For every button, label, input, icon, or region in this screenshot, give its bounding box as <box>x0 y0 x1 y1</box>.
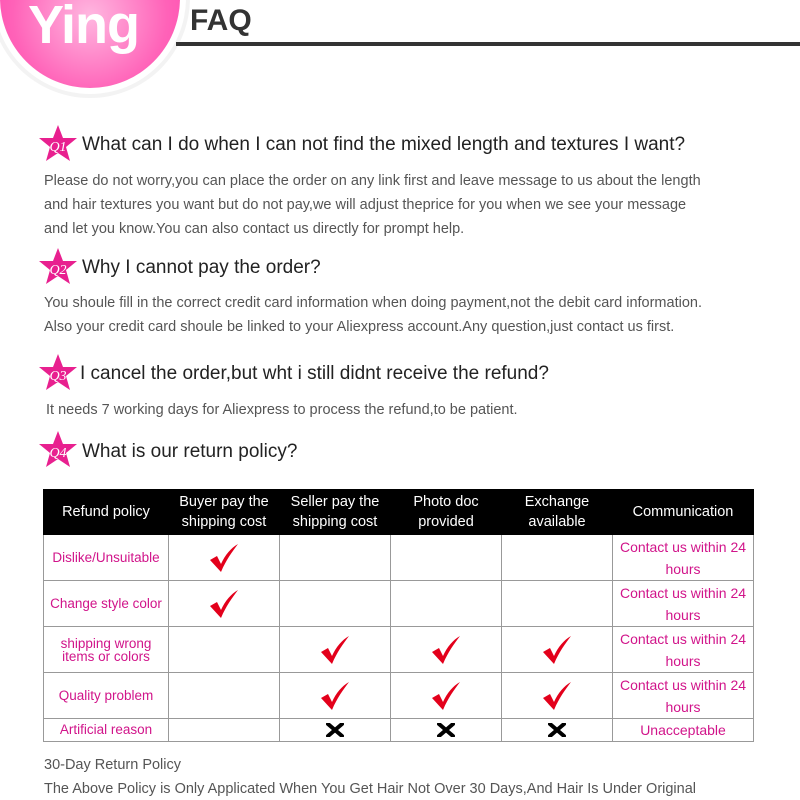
communication-cell <box>613 535 754 581</box>
communication-text: hours <box>665 652 701 669</box>
q3-answer-line: It needs 7 working days for Aliexpress to process the refund,to be patient. <box>46 402 518 418</box>
communication-text: Contact us within 24 <box>619 630 747 647</box>
empty-cell <box>391 581 502 627</box>
check-icon <box>208 543 240 573</box>
q1-answer-line: and hair textures you want but do not pay,we will adjust theprice for you when we see your message <box>44 197 687 213</box>
refund-reason-cell <box>44 627 169 673</box>
q3-badge-label: Q3 <box>49 369 67 384</box>
refund-reason-cell <box>44 535 169 581</box>
communication-text: hours <box>665 698 701 715</box>
check-cell <box>502 673 613 719</box>
q2-badge-label: Q2 <box>49 263 67 278</box>
check-cell <box>391 627 502 673</box>
empty-cell <box>502 581 613 627</box>
q1-answer-line: and let you know.You can also contact us directly for prompt help. <box>44 221 465 237</box>
check-icon <box>319 681 351 711</box>
q2-question: Why I cannot pay the order? <box>82 257 321 278</box>
q1-answer-line: Please do not worry,you can place the order on any link first and leave message to us about the length <box>44 173 701 189</box>
check-cell <box>502 627 613 673</box>
refund-reason-text: shipping wrong <box>60 635 152 651</box>
x-cell <box>391 719 502 742</box>
q3-star-badge-icon <box>38 353 78 393</box>
header-seller-pay: Seller pay the shipping cost <box>280 490 391 535</box>
check-cell <box>169 581 280 627</box>
q3-question: I cancel the order,but wht i still didnt receive the refund? <box>80 363 549 384</box>
check-icon <box>319 635 351 665</box>
check-cell <box>280 673 391 719</box>
table-row <box>44 627 754 673</box>
q1-question: What can I do when I can not find the mixed length and textures I want? <box>82 134 686 155</box>
header-communication: Communication <box>613 490 754 535</box>
communication-text: Contact us within 24 <box>619 584 747 601</box>
check-cell <box>169 535 280 581</box>
x-mark-icon <box>437 723 455 737</box>
page-title: FAQ <box>190 4 252 37</box>
table-row <box>44 581 754 627</box>
table-row <box>44 673 754 719</box>
q2-star-badge-icon <box>38 247 78 287</box>
refund-reason-cell <box>44 719 169 742</box>
x-cell <box>280 719 391 742</box>
empty-cell <box>391 535 502 581</box>
empty-cell <box>280 535 391 581</box>
header-exchange: Exchange available <box>502 490 613 535</box>
x-mark-icon <box>326 723 344 737</box>
return-policy-table <box>43 489 754 742</box>
communication-text: Unacceptable <box>640 722 726 738</box>
q2-answer-line: You shoule fill in the correct credit card information when doing payment,not the debit card information. <box>44 295 702 311</box>
q1-badge-label: Q1 <box>49 140 67 155</box>
communication-cell <box>613 627 754 673</box>
check-icon <box>430 635 462 665</box>
logo-text: Ying <box>28 0 139 55</box>
refund-reason-text: items or colors <box>62 648 150 664</box>
empty-cell <box>169 627 280 673</box>
refund-reason-text: Dislike/Unsuitable <box>52 549 160 565</box>
table-row <box>44 719 754 742</box>
empty-cell <box>280 581 391 627</box>
empty-cell <box>502 535 613 581</box>
refund-reason-text: Quality problem <box>58 687 154 703</box>
q1-answer <box>44 169 784 241</box>
refund-reason-cell <box>44 581 169 627</box>
footer-policy-title: 30-Day Return Policy <box>44 757 181 773</box>
q4-question: What is our return policy? <box>82 441 298 462</box>
table-row <box>44 535 754 581</box>
x-cell <box>502 719 613 742</box>
communication-cell <box>613 581 754 627</box>
q4-badge-label: Q4 <box>49 446 67 461</box>
communication-cell <box>613 719 754 742</box>
check-icon <box>208 589 240 619</box>
refund-reason-text: Change style color <box>50 595 162 611</box>
empty-cell <box>169 719 280 742</box>
q2-answer-line: Also your credit card shoule be linked to your Aliexpress account.Any question,just contact us first. <box>44 319 675 335</box>
header-photo-doc: Photo doc provided <box>391 490 502 535</box>
check-cell <box>391 673 502 719</box>
communication-cell <box>613 673 754 719</box>
communication-text: hours <box>665 606 701 623</box>
x-mark-icon <box>548 723 566 737</box>
q4-star-badge-icon <box>38 430 78 470</box>
header-refund-policy: Refund policy <box>44 490 169 535</box>
refund-reason-cell <box>44 673 169 719</box>
table-header-row <box>44 490 754 535</box>
check-icon <box>430 681 462 711</box>
q3-answer <box>46 398 786 422</box>
check-icon <box>541 635 573 665</box>
empty-cell <box>169 673 280 719</box>
header-buyer-pay: Buyer pay the shipping cost <box>169 490 280 535</box>
q1-star-badge-icon <box>38 124 78 164</box>
check-cell <box>280 627 391 673</box>
communication-text: Contact us within 24 <box>619 538 747 555</box>
footer-policy-text: The Above Policy is Only Applicated When You Get Hair Not Over 30 Days,And Hair Is Under Original <box>44 781 697 797</box>
header-divider <box>176 42 800 46</box>
check-icon <box>541 681 573 711</box>
refund-reason-text: Artificial reason <box>59 722 153 737</box>
communication-text: Contact us within 24 <box>619 676 747 693</box>
q2-answer <box>44 291 784 339</box>
communication-text: hours <box>665 560 701 577</box>
